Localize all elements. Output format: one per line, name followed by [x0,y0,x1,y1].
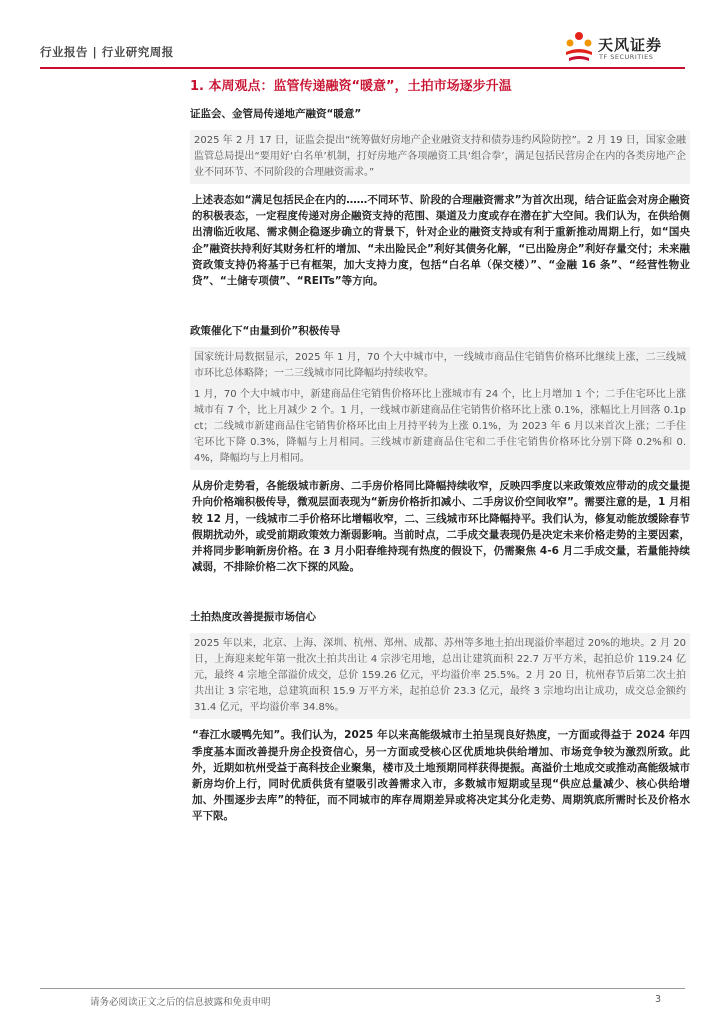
analysis-price-transmission: 从房价走势看，各能级城市新房、二手房价格同比降幅持续收窄，反映四季度以来政策效应带动的成交量提升向价格端积极传导，微观层面表现为“新房价格折扣减小、二手房议价空间收窄”。需要注意的是，1 月相较 12 月，一线城市二手价格环比增幅收窄，二、三线城市环比降幅持平。我们认为，修复动能放缓除春节假期扰动外，或受前期政策效力渐弱影响。当前时点，二手成交量表现仍是决定未来价格走势的主要因素，并将同步影响新房价格。在 3 月小阳春维持现有热度的假设下，仍需聚焦 4-6 月二手成交量，若量能持续减弱，不排除价格二次下探的风险。 [192,480,690,574]
company-logo [562,30,692,66]
logo-chinese-name: 天风证券 [598,36,663,54]
logo-english-name: TF SECURITIES [599,53,654,61]
main-content [190,76,690,833]
block-price-transmission [190,323,690,575]
footer-divider [40,988,685,989]
paragraph: 2025 年以来，北京、上海、深圳、杭州、郑州、成都、苏州等多地土拍出现溢价率超过 20%的地块。2 月 20 日，上海迎来蛇年第一批次土拍共出让 4 宗涉宅用地，总出让建筑面积 22.7 万平方米，起拍总价 119.24 亿元，最终 4 宗地全部溢价成交，总价 159.26 亿元，平均溢价率 25.5%。2 月 20 日，杭州春节后第二次土拍共出让 3 宗宅地，总建筑面积 15.9 万平方米，起拍总价 23.3 亿元，最终 3 宗地均出让成功，成交总金额约 31.4 亿元，平均溢价率 34.8%。 [194,638,686,714]
page-number: 3 [655,994,662,1005]
block-financing [190,106,690,289]
analysis-financing: 上述表态如“满足包括民企在内的……不同环节、阶段的合理融资需求”为首次出现，结合证监会对房企融资的积极表态，一定程度传递对房企融资支持的范围、渠道及力度或存在潜在扩大空间。我们认为，在供给侧出清临近收尾、需求侧企稳逐步确立的背景下，针对企业的融资支持或有利于重新推动周期上行，如“国央企”融资扶持利好其财务杠杆的增加、“未出险民企”利好其债务化解，“已出险房企”利好存量交付；未来融资政策支持仍将基于已有框架，加大支持力度，包括“白名单（保交楼）”、“金融 16 条”、“经营性物业贷”、“土储专项债”、“REITs”等方向。 [192,194,690,288]
subhead-land-auction: 土拍热度改善提振市场信心 [190,611,316,624]
para-block-financing [190,130,690,184]
subhead-financing: 证监会、金管局传递地产融资“暖意” [190,108,362,120]
paragraph: 国家统计局数据显示，2025 年 1 月，70 个大中城市中，一线城市商品住宅销售价格环比继续上涨，二三线城市环比总体略降；一二三线城市同比降幅均持续收窄。 [194,352,686,380]
paragraph: 1 月，70 个大中城市中，新建商品住宅销售价格环比上涨城市有 24 个，比上月增加 1 个；二手住宅环比上涨城市有 7 个，比上月减少 2 个。1 月，一线城市新建商品住宅销售价格环比上涨 0.1%，涨幅比上月回落 0.1pct；二线城市新建商品住宅销售价格环比由上月持平转为上涨 0.1%，为 2023 年 6 月以来首次上涨；二手住宅环比下降 0.3%，降幅与上月相同。三线城市新建商品住宅和二手住宅销售价格环比分别下降 0.2%和 0.4%，降幅均与上月相同。 [194,389,686,465]
header-divider [40,67,685,69]
analysis-land-auction: “春江水暖鸭先知”。我们认为，2025 年以来高能级城市土拍呈现良好热度，一方面或得益于 2024 年四季度基本面改善提升房企投资信心，另一方面或受核心区优质地块供给增加、市场竞争较为激烈所致。此外，近期如杭州受益于高科技企业聚集，楼市及土地预期同样获得提振。高溢价土地成交或推动高能级城市新房均价上行，同时优质供货有望吸引改善需求入市，多数城市短期或呈现“供应总量减少、核心供给增加、外围逐步去库”的特征，而不同城市的库存周期差异或将决定其分化走势、周期筑底所需时长及价格水平下限。 [192,729,690,823]
section-title: 1. 本周观点：监管传递融资“暖意”，土拍市场逐步升温 [190,79,512,94]
block-land-auction [190,609,690,824]
paragraph: 2025 年 2 月 17 日，证监会提出“统筹做好房地产企业融资支持和债券违约风险防控”。2 月 19 日，国家金融监管总局提出“要用好‘白名单’机制，打好房地产各项融资工具‘组合拳’，满足包括民营房企在内的各类房地产企业不同环节、不同阶段的合理融资需求。” [194,135,686,178]
disclaimer-text: 请务必阅读正文之后的信息披露和免责申明 [90,997,271,1008]
report-type-label: 行业报告 | 行业研究周报 [40,45,174,59]
para-block-land-auction [190,633,690,719]
subhead-price-transmission: 政策催化下“由量到价”积极传导 [190,325,341,338]
tf-securities-logo-icon [562,30,596,64]
para-block-price-transmission [190,347,690,470]
